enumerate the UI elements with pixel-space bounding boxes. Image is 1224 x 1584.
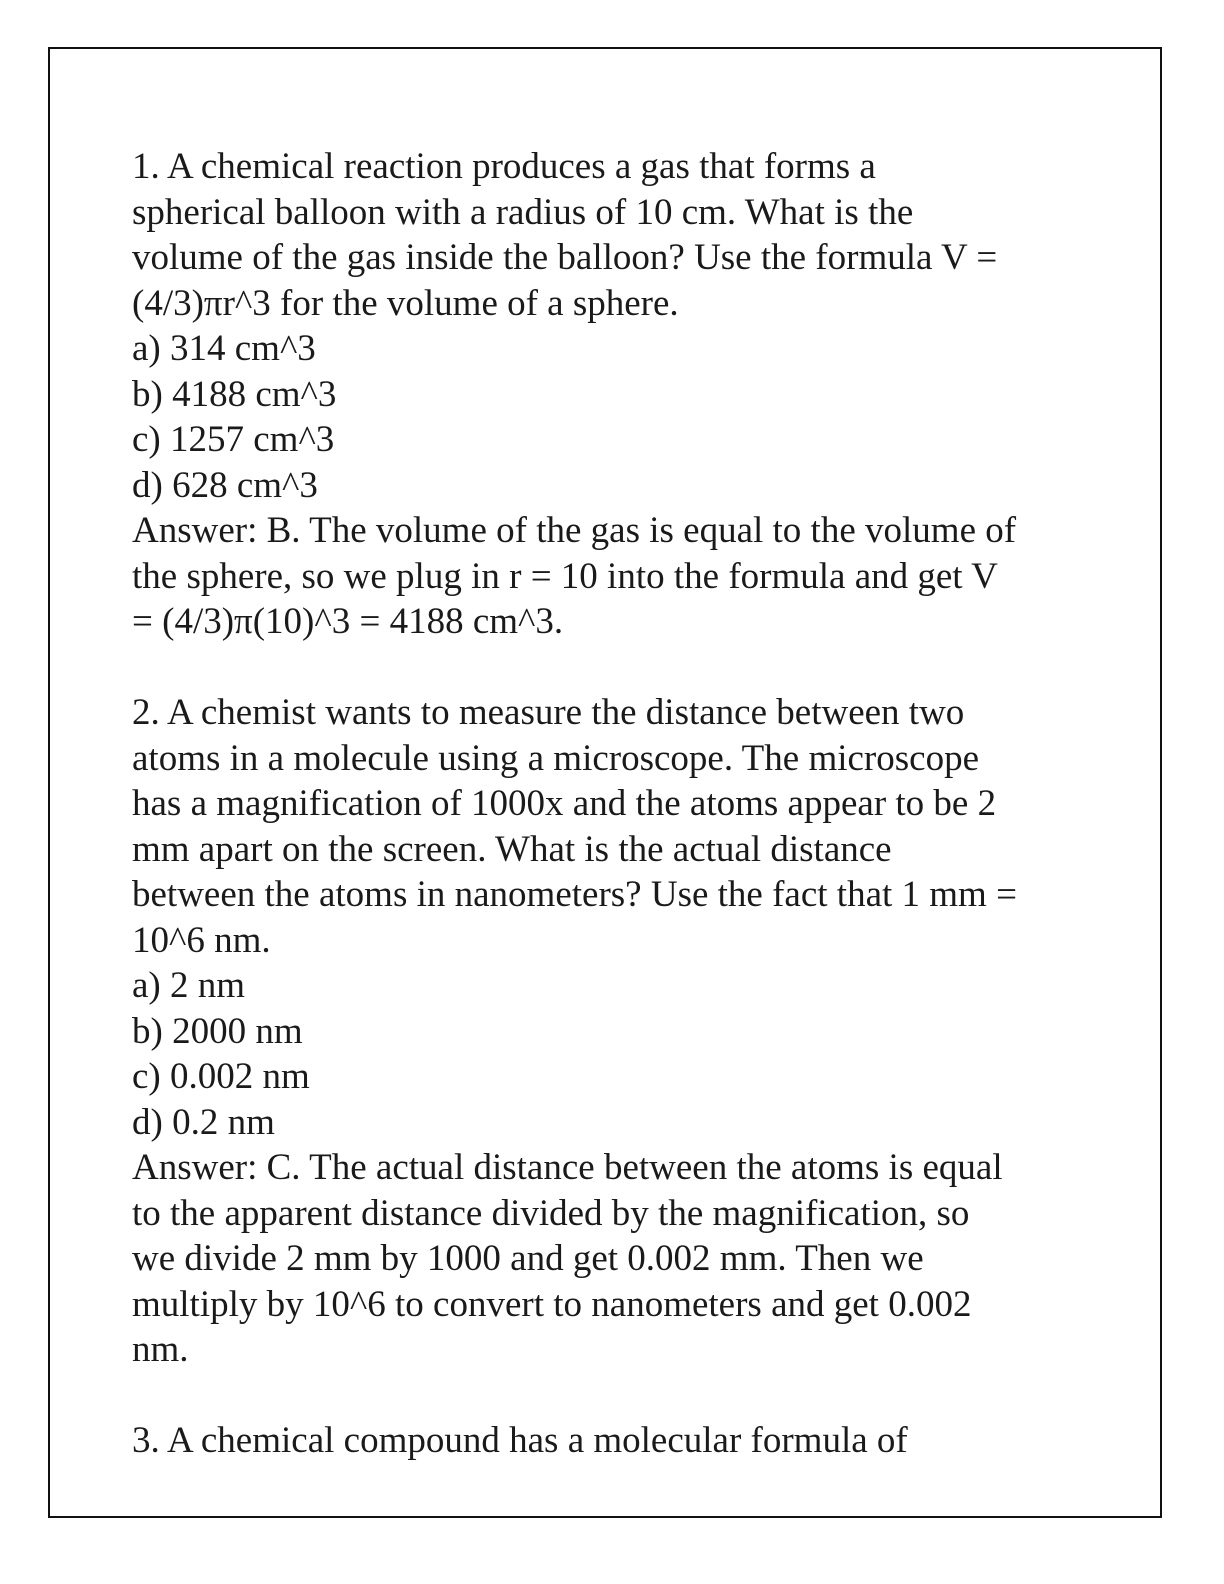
question-2-option-d: d) 0.2 nm: [132, 1101, 275, 1143]
question-1-text-line: volume of the gas inside the balloon? Use the formula V =: [132, 237, 998, 278]
question-2-answer-line: multiply by 10^6 to convert to nanometers and get 0.002: [132, 1283, 972, 1325]
question-2-answer-line: we divide 2 mm by 1000 and get 0.002 mm. Then we: [132, 1238, 924, 1279]
question-1-option-a: a) 314 cm^3: [132, 328, 316, 369]
question-2-answer-line: to the apparent distance divided by the magnification, so: [132, 1192, 970, 1234]
question-1-text-line: 1. A chemical reaction produces a gas that forms a: [132, 146, 876, 187]
question-2-text-line: 2. A chemist wants to measure the distance between two: [132, 692, 965, 733]
question-2-text-line: atoms in a molecule using a microscope. The microscope: [132, 737, 979, 779]
question-3: [132, 1418, 1092, 1464]
question-3-text-line: 3. A chemical compound has a molecular formula of: [132, 1420, 908, 1461]
question-2-text-line: between the atoms in nanometers? Use the fact that 1 mm =: [132, 874, 1017, 915]
question-1-text-line: spherical balloon with a radius of 10 cm. What is the: [132, 191, 914, 233]
question-1-answer-line: Answer: B. The volume of the gas is equal to the volume of: [132, 510, 1017, 551]
question-2-answer-line: nm.: [132, 1329, 189, 1370]
question-2-option-b: b) 2000 nm: [132, 1010, 303, 1052]
question-2-text-line: mm apart on the screen. What is the actual distance: [132, 828, 892, 870]
paragraph-gap: [132, 645, 1092, 691]
question-2: [132, 690, 1092, 1373]
question-1-text-line: (4/3)πr^3 for the volume of a sphere.: [132, 282, 679, 324]
question-2-option-a: a) 2 nm: [132, 965, 246, 1006]
paragraph-gap: [132, 1373, 1092, 1419]
question-1-option-d: d) 628 cm^3: [132, 464, 318, 506]
question-1-option-b: b) 4188 cm^3: [132, 373, 337, 415]
question-2-option-c: c) 0.002 nm: [132, 1056, 310, 1097]
document-body: [132, 144, 1092, 1464]
question-1-answer-line: = (4/3)π(10)^3 = 4188 cm^3.: [132, 601, 564, 642]
question-2-answer-line: Answer: C. The actual distance between the atoms is equal: [132, 1147, 1003, 1188]
question-2-text-line: has a magnification of 1000x and the atoms appear to be 2: [132, 783, 997, 824]
question-1-option-c: c) 1257 cm^3: [132, 419, 335, 460]
question-1: [132, 144, 1092, 645]
question-2-text-line: 10^6 nm.: [132, 919, 271, 961]
question-1-answer-line: the sphere, so we plug in r = 10 into the formula and get V: [132, 555, 998, 597]
